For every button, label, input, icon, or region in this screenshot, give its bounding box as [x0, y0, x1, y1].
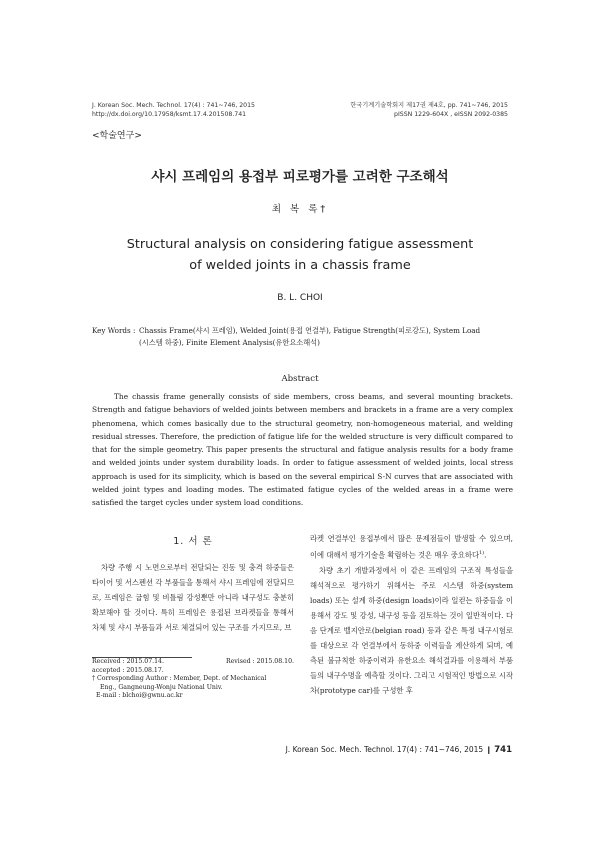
keywords-line-1: Chassis Frame(샤시 프레임), Welded Joint(용접 연결부), Fatigue Strength(피로강도), System Load [139, 326, 481, 335]
corresponding-email[interactable]: E-mail : blchoi@gwnu.ac.kr [96, 692, 183, 699]
english-title [100, 234, 500, 276]
abstract-body [92, 390, 513, 510]
section-heading-introduction: 1. 서 론 [173, 536, 213, 547]
corresponding-affiliation: Eng., Gangneung-Wonju National Univ. [100, 683, 223, 691]
issn-line: pISSN 1229-604X , eISSN 2092-0385 [394, 111, 508, 118]
korean-title: 샤시 프레임의 용접부 피로평가를 고려한 구조해석 [151, 169, 449, 185]
footnote-dates [92, 658, 294, 667]
article-category: <학술연구> [92, 131, 142, 141]
keywords-block [92, 325, 522, 349]
english-title-line-2: of welded joints in a chassis frame [189, 258, 411, 273]
received-date: Received : 2015.07.14. [92, 658, 164, 665]
korean-author: 최 복 록† [271, 204, 329, 215]
keywords-line-2: (시스템 하중), Finite Element Analysis(유한요소해석) [139, 338, 320, 347]
footer-separator: ❙ [485, 745, 492, 754]
intro-paragraph-1-end: . [484, 550, 487, 560]
doi-link[interactable]: http://dx.doi.org/10.17958/ksmt.17.4.201508.741 [92, 111, 247, 118]
left-column [92, 560, 294, 635]
revised-date: Revised : 2015.08.10. [225, 658, 294, 665]
page-footer [286, 745, 512, 755]
reference-superscript[interactable]: 1) [479, 550, 485, 557]
journal-header-left [92, 101, 255, 119]
english-title-line-1: Structural analysis on considering fatigue assessment [126, 237, 474, 252]
intro-paragraph-1-text: 라켓 연결부인 용접부에서 많은 문제점들이 발생할 수 있으며, 이에 대해서 평가기술을 확립하는 것은 매우 중요하다 [310, 534, 513, 560]
corresponding-author: † Corresponding Author : Member, Dept. of Mechanical [92, 675, 267, 682]
journal-header-right [350, 101, 508, 119]
abstract-heading: Abstract [281, 374, 319, 384]
keywords-label: Key Words : [92, 326, 136, 335]
page-number: 741 [494, 745, 512, 755]
journal-citation-korean: 한국기계기술학회지 제17권 제4호, pp. 741~746, 2015 [350, 102, 508, 109]
footnote-block [92, 658, 294, 701]
intro-paragraph-1-continued [310, 531, 513, 563]
accepted-date: accepted : 2015.08.17. [92, 666, 164, 674]
intro-paragraph-1: 차량 주행 시 노면으로부터 전달되는 진동 및 충격 하중들은 타이어 및 서스펜션 각 부품들을 통해서 샤시 프레임에 전달되므로, 프레임은 굽힘 및 비틀림 강성뿐만 아니라 내구성도 충분히 확보해야 할 것이다. 특히 프레임은 용접된 브라켓들을 통해서 차체 및 샤시 부품들과 서로 체결되어 있는 구조를 가지므로, 브 [92, 563, 294, 633]
abstract-text: The chassis frame generally consists of side members, cross beams, and several mounting brackets. Strength and fatigue behaviors of welded joints between members and brackets in a frame are a very complex phenomena, which comes basically due to the structural geometry, non-homogeneous material, and welding residual stresses. Therefore, the prediction of fatigue life for the welded structure is very difficult compared to that for the simple geometry. This paper presents the structural and fatigue analysis results for a body frame and welded joints under system durability loads. In order to fatigue assessment of welded joints, local stress approach is used for its simplicity, which is based on the several empirical S-N curves that are associated with welded joint types and loading modes. The estimated fatigue cycles of the welded areas in a frame were satisfied the target cycles under system load conditions. [92, 392, 513, 508]
journal-citation: J. Korean Soc. Mech. Technol. 17(4) : 741~746, 2015 [92, 102, 255, 109]
intro-paragraph-2: 차량 초기 개발과정에서 이 같은 프레임의 구조적 특성들을 해석적으로 평가하기 위해서는 주로 시스템 하중(system loads) 또는 설계 하중(design loads)이라 일컫는 하중들을 이용해서 강도 및 강성, 내구성 등을 검토하는 것이 일반적이다. 다음 단계로 벨지안로(belgian road) 등과 같은 특정 내구시험로를 대상으로 각 연결부에서 동하중 이력들을 계산하게 되며, 예측된 불규칙한 하중이력과 유한요소 해석결과를 이용해서 부품들의 내구수명을 예측할 것이다. 그리고 시험적인 방법으로 시작차(prototype car)를 구성한 후 [310, 565, 513, 696]
footer-citation: J. Korean Soc. Mech. Technol. 17(4) : 741~746, 2015 [285, 745, 484, 754]
right-column [310, 531, 513, 698]
english-author: B. L. CHOI [277, 293, 323, 303]
